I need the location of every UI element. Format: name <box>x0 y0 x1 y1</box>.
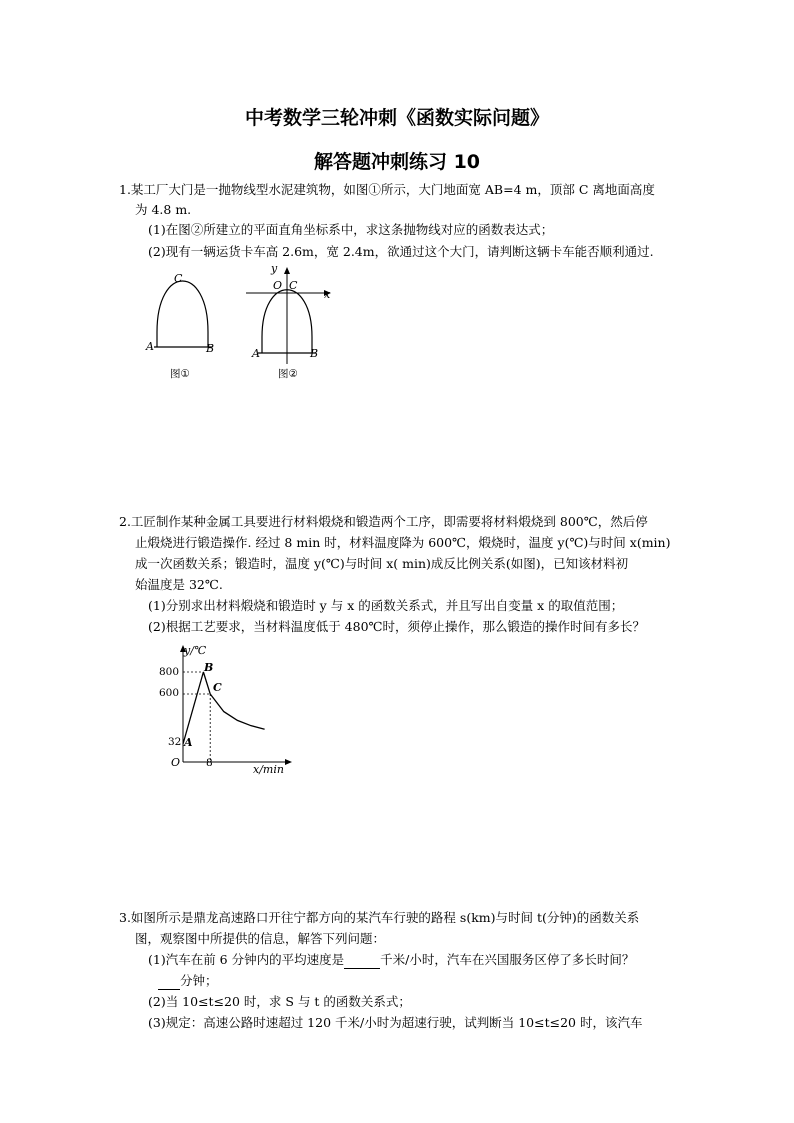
q3-answer-blank-minutes[interactable] <box>158 973 180 990</box>
figure-2 <box>240 262 340 385</box>
figure-1-arch <box>157 281 208 347</box>
figure-2-label-x: x <box>324 288 331 301</box>
q3-part1-text-c: 分钟； <box>180 973 218 988</box>
temperature-chart-svg <box>155 642 295 774</box>
figure-2-caption: 图② <box>278 368 298 380</box>
q2-line1: 2.工匠制作某种金属工具要进行材料煅烧和锻造两个工序，即需要将材料煅烧到 800℃，然后停 <box>119 514 648 529</box>
figure-2-label-a: A <box>252 347 260 360</box>
figure-1-label-c: C <box>174 272 183 285</box>
q1-line1: 1.某工厂大门是一抛物线型水泥建筑物，如图①所示，大门地面宽 AB=4 m，顶部 C 离地面高度 <box>119 182 655 197</box>
q3-line1: 3.如图所示是鼎龙高速路口开往宁都方向的某汽车行驶的路程 s(km)与时间 t(分钟)的函数关系 <box>119 910 640 925</box>
page-subtitle: 解答题冲刺练习 10 <box>313 151 481 173</box>
chart-point-c: C <box>213 681 222 694</box>
figure-1-caption: 图① <box>170 368 190 380</box>
chart-point-a: A <box>184 736 193 749</box>
chart-xlabel: x/min <box>253 763 284 776</box>
figure-2-label-y: y <box>271 262 278 275</box>
figure-2-y-arrow <box>284 267 290 274</box>
chart-origin: O <box>171 756 181 769</box>
figure-2-label-c: C <box>289 279 298 292</box>
page-title: 中考数学三轮冲刺《函数实际问题》 <box>244 107 549 129</box>
chart-series-heating <box>183 672 203 744</box>
q3-answer-blank-speed[interactable] <box>344 952 380 969</box>
figure-2-label-o: O <box>273 279 283 292</box>
q2-line3: 成一次函数关系；锻造时，温度 y(℃)与时间 x( min)成反比例关系(如图)，已知该材料初 <box>135 556 629 571</box>
chart-point-b: B <box>204 661 214 674</box>
q3-part1-text-a: (1)汽车在前 6 分钟内的平均速度是 <box>148 952 345 967</box>
chart-ytick-32: 32 <box>168 736 182 748</box>
chart-x-arrow <box>285 759 292 765</box>
q3-part1-text-b: 千米/小时，汽车在兴国服务区停了多长时间？ <box>380 952 635 967</box>
chart-ytick-600: 600 <box>159 687 180 699</box>
temperature-chart <box>155 642 295 774</box>
q2-part1: (1)分别求出材料煅烧和锻造时 y 与 x 的函数关系式，并且写出自变量 x 的取值范围； <box>148 598 624 613</box>
q3-part3: (3)规定：高速公路时速超过 120 千米/小时为超速行驶，试判断当 10≤t≤20 时，该汽车 <box>148 1015 643 1030</box>
figure-1-label-b: B <box>206 342 215 355</box>
q3-part1 <box>148 952 634 969</box>
q3-line2: 图，观察图中所提供的信息，解答下列问题： <box>135 931 386 946</box>
q1-part1: (1)在图②所建立的平面直角坐标系中，求这条抛物线对应的函数表达式； <box>148 222 554 237</box>
q3-part2: (2)当 10≤t≤20 时，求 S 与 t 的函数关系式； <box>148 994 411 1009</box>
q3-part1-cont <box>158 973 218 990</box>
q1-line2: 为 4.8 m. <box>135 202 192 217</box>
q2-part2: (2)根据工艺要求，当材料温度低于 480℃时，须停止操作，那么锻造的操作时间有多长？ <box>148 619 646 634</box>
figure-2-label-b: B <box>310 347 319 360</box>
q2-line2: 止煅烧进行锻造操作. 经过 8 min 时，材料温度降为 600℃，煅烧时，温度 y(℃)与时间 x(min) <box>135 535 671 550</box>
chart-xtick-8: 8 <box>206 757 213 769</box>
q2-line4: 始温度是 32℃. <box>135 577 223 592</box>
figure-1-label-a: A <box>146 340 154 353</box>
chart-ylabel: y/℃ <box>184 644 207 657</box>
figure-1 <box>140 270 230 385</box>
q1-part2: (2)现有一辆运货卡车高 2.6m，宽 2.4m，欲通过这个大门，请判断这辆卡车能否顺利通过. <box>148 244 654 259</box>
chart-ytick-800: 800 <box>159 666 180 678</box>
